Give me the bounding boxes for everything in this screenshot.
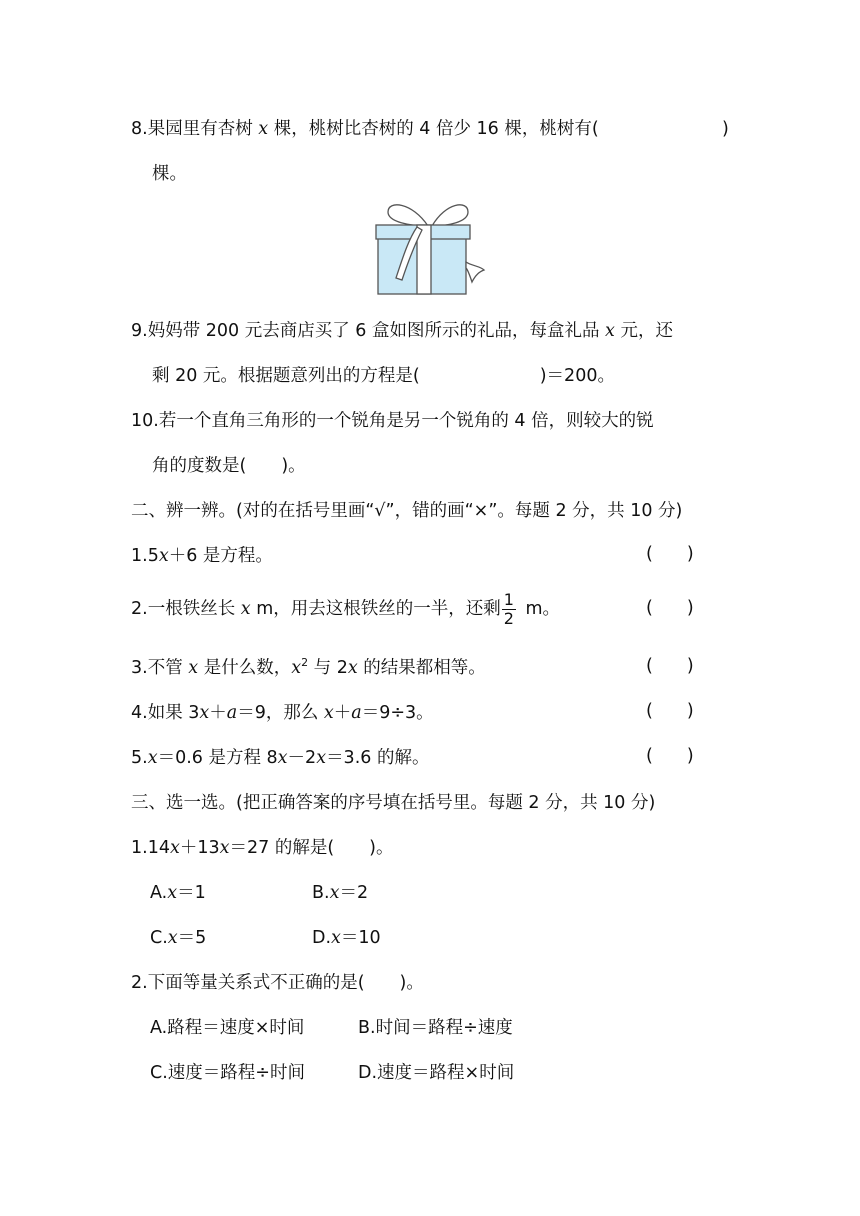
choice-2-option-a: A.路程＝速度×时间 — [150, 1018, 305, 1038]
choice-2-option-c: C.速度＝路程÷时间 — [150, 1063, 305, 1083]
judge-item-5: 5.x＝0.6 是方程 8x－2x＝3.6 的解。 — [131, 748, 430, 768]
choice-question-2: 2.下面等量关系式不正确的是( )。 — [131, 973, 424, 993]
choice-2-option-d: D.速度＝路程×时间 — [358, 1063, 515, 1083]
choice-1-option-d: D.x＝10 — [312, 928, 381, 948]
judge-answer-4[interactable]: ( ) — [646, 701, 694, 721]
judge-answer-1[interactable]: ( ) — [646, 544, 694, 564]
choice-1-option-a: A.x＝1 — [150, 883, 206, 903]
question-9-line-1: 9.妈妈带 200 元去商店买了 6 盒如图所示的礼品，每盒礼品 x 元，还 — [131, 321, 673, 341]
judge-item-2: 2.一根铁丝长 x m，用去这根铁丝的一半，还剩 $\frac{1}{2}$ m。 — [131, 589, 561, 628]
section-2-heading: 二、辨一辨。(对的在括号里画“√”，错的画“×”。每题 2 分，共 10 分) — [131, 501, 683, 521]
fraction-one-half: $\frac{1}{2}$ — [503, 589, 514, 628]
choice-question-1: 1.14x＋13x＝27 的解是( )。 — [131, 838, 394, 858]
judge-answer-5[interactable]: ( ) — [646, 746, 694, 766]
question-8-line-2: 棵。 — [152, 164, 187, 184]
gift-box-illustration — [372, 200, 488, 298]
question-8-answer-paren-close: ) — [722, 119, 729, 139]
question-9-line-2: 剩 20 元。根据题意列出的方程是( )＝200。 — [152, 366, 615, 386]
judge-answer-3[interactable]: ( ) — [646, 656, 694, 676]
judge-item-3: 3.不管 x 是什么数，$x^2$ 与 2x 的结果都相等。 — [131, 656, 486, 678]
judge-item-1: 1.5x＋6 是方程。 — [131, 546, 273, 566]
question-8-line-1: 8.果园里有杏树 x 棵，桃树比杏树的 4 倍少 16 棵，桃树有( — [131, 119, 599, 139]
choice-1-option-c: C.x＝5 — [150, 928, 207, 948]
judge-answer-2[interactable]: ( ) — [646, 598, 694, 618]
judge-item-4: 4.如果 3x＋a＝9，那么 x＋a＝9÷3。 — [131, 703, 434, 723]
choice-2-option-b: B.时间＝路程÷速度 — [358, 1018, 513, 1038]
question-10-line-2: 角的度数是( )。 — [152, 456, 306, 476]
section-3-heading: 三、选一选。(把正确答案的序号填在括号里。每题 2 分，共 10 分) — [131, 793, 656, 813]
choice-1-option-b: B.x＝2 — [312, 883, 369, 903]
question-10-line-1: 10.若一个直角三角形的一个锐角是另一个锐角的 4 倍，则较大的锐 — [131, 411, 654, 431]
